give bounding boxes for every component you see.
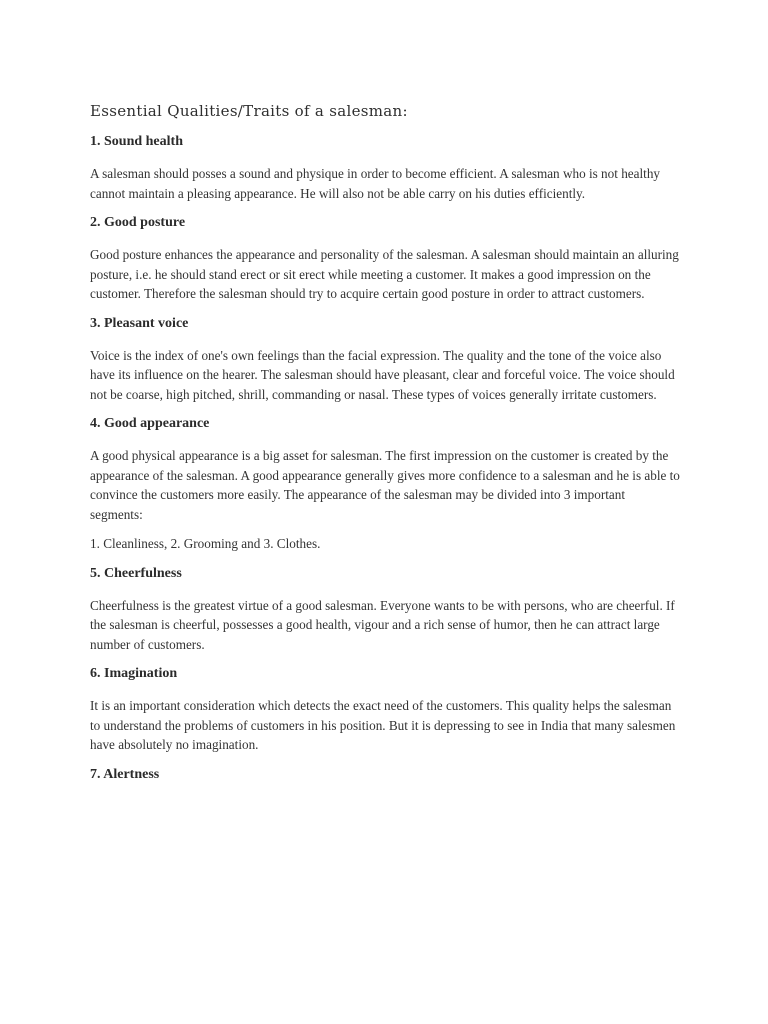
section-heading: 5. Cheerfulness bbox=[90, 565, 182, 581]
section-list-paragraph: 1. Cleanliness, 2. Grooming and 3. Clothes. bbox=[90, 536, 321, 551]
document-title: Essential Qualities/Traits of a salesman: bbox=[90, 102, 408, 120]
section-imagination bbox=[90, 664, 680, 755]
section-heading: 4. Good appearance bbox=[90, 416, 210, 431]
section-alertness bbox=[90, 765, 680, 785]
section-heading: 3. Pleasant voice bbox=[90, 315, 189, 331]
section-paragraph: Cheerfulness is the greatest virtue of a good salesman. Everyone wants to be with persons, who are cheerful. If the salesman is cheerful, possesses a good health, vigour and a rich sense of humor, then he can attract large number of customers. bbox=[90, 597, 675, 652]
section-pleasant-voice bbox=[90, 314, 680, 405]
section-good-posture bbox=[90, 213, 680, 304]
section-paragraph: It is an important consideration which detects the exact need of the customers. This quality helps the salesman to understand the problems of customers in his position. But it is depressing to see in India that many salesmen have absolutely no imagination. bbox=[90, 698, 676, 752]
document-page bbox=[90, 100, 680, 797]
section-paragraph: A salesman should posses a sound and physique in order to become efficient. A salesman who is not healthy cannot maintain a pleasing appearance. He will also not be able carry on his duties efficiently. bbox=[90, 166, 661, 201]
section-paragraph: A good physical appearance is a big asset for salesman. The first impression on the customer is created by the appearance of the salesman. A good appearance generally gives more confidence to a salesman and he is able to convince the customers more easily. The appearance of the salesman may be divided into 3 important segments: bbox=[90, 448, 680, 522]
section-heading: 1. Sound health bbox=[90, 134, 183, 149]
section-cheerfulness bbox=[90, 564, 680, 655]
section-paragraph: Good posture enhances the appearance and personality of the salesman. A salesman should maintain an alluring posture, i.e. he should stand erect or sit erect while meeting a customer. It makes a good impression on the customer. Therefore the salesman should try to acquire certain good posture in order to attract customers. bbox=[90, 247, 679, 301]
section-good-appearance bbox=[90, 414, 680, 554]
section-sound-health bbox=[90, 132, 680, 203]
section-paragraph: Voice is the index of one's own feelings than the facial expression. The quality and the tone of the voice also have its influence on the hearer. The salesman should have pleasant, clear and forceful voice. The voice should not be coarse, high pitched, shrill, commanding or nasal. These types of voices generally irritate customers. bbox=[90, 347, 675, 402]
section-heading: 7. Alertness bbox=[90, 766, 160, 782]
section-heading: 2. Good posture bbox=[90, 215, 186, 230]
section-heading: 6. Imagination bbox=[90, 666, 178, 681]
